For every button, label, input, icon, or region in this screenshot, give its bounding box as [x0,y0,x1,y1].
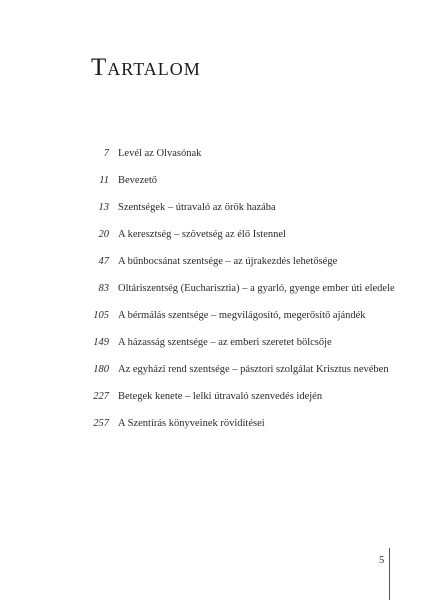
toc-page-number: 105 [93,310,109,321]
toc-page-number: 257 [93,418,109,429]
page-title: Tartalom [91,54,201,81]
toc-page-number: 7 [103,148,109,159]
toc-page-number: 47 [98,256,109,267]
toc-page-number: 149 [93,337,109,348]
toc-entry [0,391,423,418]
toc-page-number: 11 [99,175,109,186]
toc-title: A házasság szentsége – az emberi szeretet bölcsője [118,337,332,348]
toc-entry [0,202,423,229]
toc-page-number: 13 [98,202,109,213]
toc-entry [0,337,423,364]
toc-entry [0,310,423,337]
toc-page-number: 20 [98,229,109,240]
toc-title: Betegek kenete – lelki útravaló szenvedés idején [118,391,323,402]
toc-entry [0,283,423,310]
toc-entry [0,229,423,256]
toc-title: A Szentírás könyveinek rövidítései [118,418,265,429]
toc-title: Levél az Olvasónak [118,148,202,159]
table-of-contents [0,148,423,445]
toc-title: Oltáriszentség (Eucharisztia) – a gyarló, gyenge ember úti eledele [118,283,395,294]
toc-entry [0,256,423,283]
toc-title: A keresztség – szövetség az élő Istennel [118,229,286,240]
toc-entry [0,364,423,391]
toc-page-number: 83 [98,283,109,294]
toc-entry [0,418,423,445]
toc-title: Szentségek – útravaló az örök hazába [118,202,276,213]
toc-title: A bűnbocsánat szentsége – az újrakezdés lehetősége [118,256,338,267]
page-number: 5 [379,555,385,566]
toc-title: Bevezető [118,175,158,186]
toc-page-number: 180 [93,364,109,375]
toc-title: A bérmálás szentsége – megvilágosító, megerősítő ajándék [118,310,366,321]
toc-entry [0,148,423,175]
page-margin-rule [389,548,390,600]
toc-page-number: 227 [93,391,109,402]
toc-entry [0,175,423,202]
toc-title: Az egyházi rend szentsége – pásztori szolgálat Krisztus nevében [118,364,389,375]
